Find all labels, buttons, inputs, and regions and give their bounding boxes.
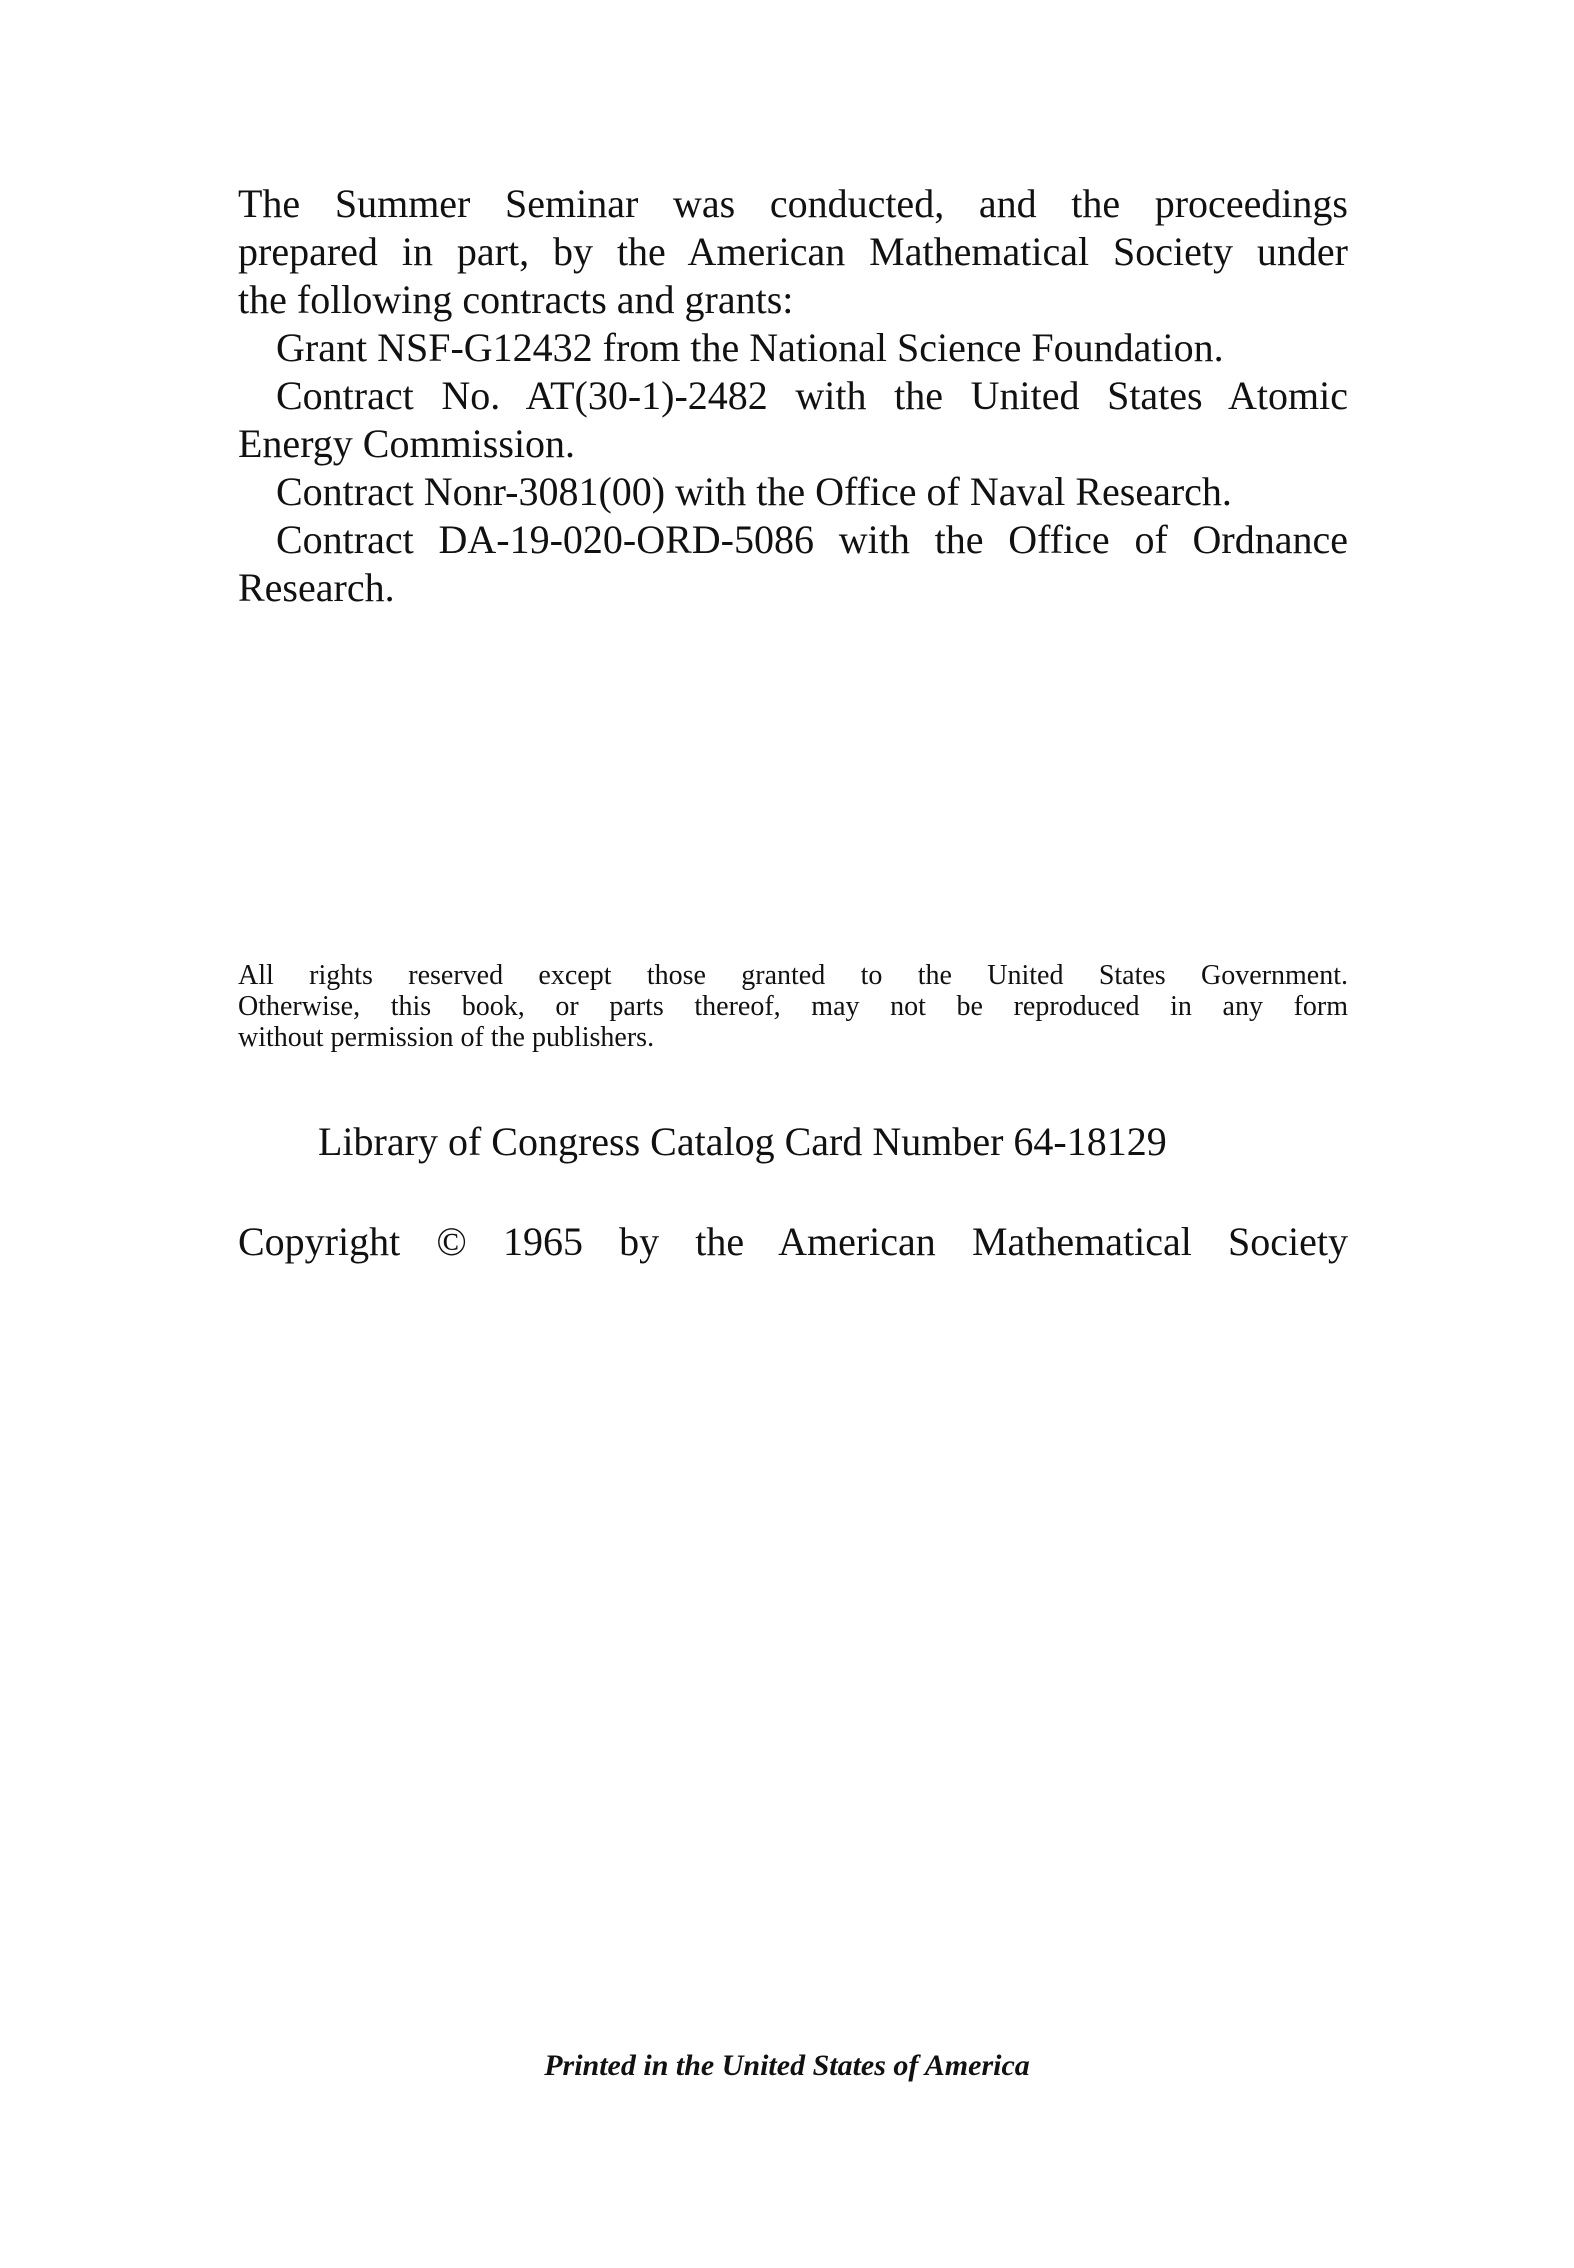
contract-ord-line: Research. [238,565,395,610]
contract-aec-line: Energy Commission. [238,421,576,466]
grant-nsf: Grant NSF-G12432 from the National Science Foundation. [276,325,1224,370]
rights-line: All rights reserved except those granted to the United States Government. [238,960,1348,991]
copyright-notice: Copyright © 1965 by the American Mathematical Society [238,1219,1348,1264]
rights-line: Otherwise, this book, or parts thereof, may not be reproduced in any form [238,991,1348,1022]
rights-notice [238,960,1348,1053]
sponsorship-intro-line: prepared in part, by the American Mathematical Society under [238,229,1348,274]
contract-ord-line: Contract DA-19-020-ORD-5086 with the Office of Ordnance [276,517,1348,562]
contract-aec-line: Contract No. AT(30-1)-2482 with the United States Atomic [276,373,1348,418]
sponsorship-intro-line: the following contracts and grants: [238,277,794,322]
sponsorship-intro-line: The Summer Seminar was conducted, and the proceedings [238,181,1348,226]
contract-onr: Contract Nonr-3081(00) with the Office of Naval Research. [276,469,1232,514]
library-of-congress-number: Library of Congress Catalog Card Number 64-18129 [318,1119,1167,1164]
sponsorship-statement [238,180,1348,612]
printed-in-notice: Printed in the United States of America [544,2049,1030,2082]
rights-line: without permission of the publishers. [238,1022,655,1053]
